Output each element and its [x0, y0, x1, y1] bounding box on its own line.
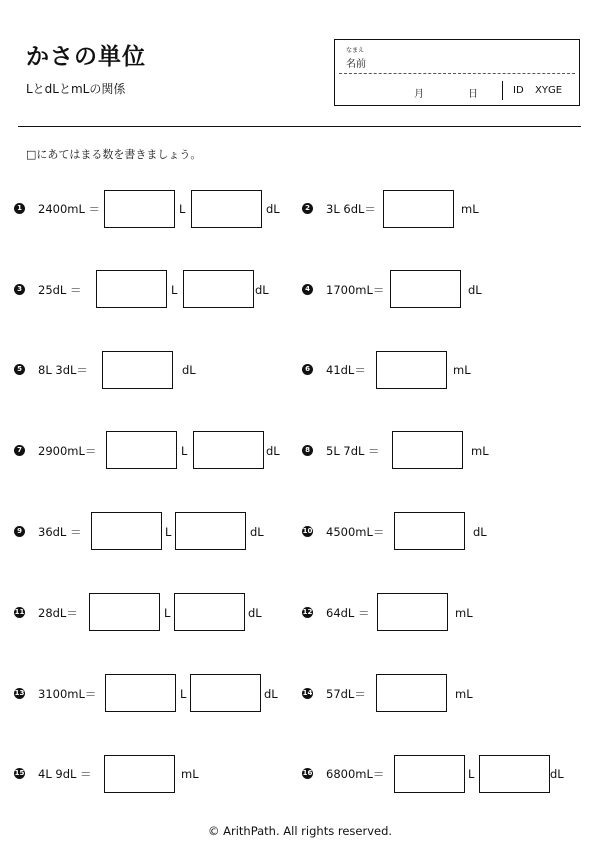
name-furigana: なまえ [346, 47, 365, 54]
problem-number: 1 [14, 203, 25, 214]
unit-label: dL [248, 606, 262, 620]
answer-box[interactable] [383, 190, 454, 228]
answer-box[interactable] [390, 270, 461, 308]
page-subtitle: LとdLとmLの関係 [26, 82, 126, 96]
answer-box[interactable] [91, 512, 162, 550]
problem-question: 25dL ＝ [38, 283, 82, 297]
name-box [334, 39, 580, 106]
name-label: 名前 [346, 59, 366, 70]
instruction: □にあてはまる数を書きましょう。 [26, 148, 202, 161]
unit-label: L [181, 444, 188, 458]
answer-box[interactable] [183, 270, 254, 308]
unit-label: mL [455, 606, 473, 620]
problem-question: 8L 3dL＝ [38, 363, 88, 377]
unit-label: L [164, 606, 171, 620]
answer-box[interactable] [394, 755, 465, 793]
answer-box[interactable] [392, 431, 463, 469]
problem-number: 13 [14, 689, 25, 697]
unit-label: L [171, 283, 178, 297]
answer-box[interactable] [193, 431, 264, 469]
answer-box[interactable] [376, 674, 447, 712]
answer-box[interactable] [175, 512, 246, 550]
unit-label: dL [266, 202, 280, 216]
problem-question: 41dL＝ [326, 363, 366, 377]
problem-question: 6800mL＝ [326, 767, 385, 781]
problem-question: 4500mL＝ [326, 525, 385, 539]
problem-question: 4L 9dL ＝ [38, 767, 92, 781]
unit-label: dL [264, 687, 278, 701]
problem-number: 6 [302, 364, 313, 375]
problem-question: 28dL＝ [38, 606, 78, 620]
problem-number: 3 [14, 284, 25, 295]
answer-box[interactable] [105, 674, 176, 712]
unit-label: L [179, 202, 186, 216]
answer-box[interactable] [377, 593, 448, 631]
problem-question: 64dL ＝ [326, 606, 370, 620]
problem-number: 12 [302, 608, 313, 616]
answer-box[interactable] [191, 190, 262, 228]
answer-box[interactable] [96, 270, 167, 308]
id-separator [502, 81, 503, 100]
answer-box[interactable] [479, 755, 550, 793]
answer-box[interactable] [102, 351, 173, 389]
problem-number: 4 [302, 284, 313, 295]
problem-number: 2 [302, 203, 313, 214]
answer-box[interactable] [394, 512, 465, 550]
unit-label: mL [461, 202, 479, 216]
problem-question: 57dL＝ [326, 687, 366, 701]
problem-number: 11 [14, 608, 25, 616]
problem-number: 16 [302, 769, 313, 777]
problem-question: 5L 7dL ＝ [326, 444, 380, 458]
unit-label: L [165, 525, 172, 539]
problem-question: 1700mL＝ [326, 283, 385, 297]
unit-label: dL [250, 525, 264, 539]
answer-box[interactable] [174, 593, 245, 631]
problem-number: 5 [14, 364, 25, 375]
answer-box[interactable] [106, 431, 177, 469]
unit-label: mL [181, 767, 199, 781]
problem-number: 15 [14, 769, 25, 777]
unit-label: mL [453, 363, 471, 377]
problem-number: 10 [302, 527, 313, 535]
unit-label: L [468, 767, 475, 781]
unit-label: mL [471, 444, 489, 458]
id-label: ID [513, 85, 524, 96]
answer-box[interactable] [104, 755, 175, 793]
unit-label: dL [255, 283, 269, 297]
answer-box[interactable] [376, 351, 447, 389]
problem-question: 3100mL＝ [38, 687, 97, 701]
answer-box[interactable] [190, 674, 261, 712]
answer-box[interactable] [89, 593, 160, 631]
unit-label: dL [550, 767, 564, 781]
header-rule [18, 126, 581, 127]
problem-question: 3L 6dL＝ [326, 202, 376, 216]
unit-label: mL [455, 687, 473, 701]
unit-label: dL [473, 525, 487, 539]
problem-number: 14 [302, 689, 313, 697]
month-label: 月 [414, 89, 424, 100]
page-title: かさの単位 [26, 44, 146, 70]
id-value: XYGE [535, 85, 563, 96]
problem-number: 8 [302, 445, 313, 456]
problem-question: 36dL ＝ [38, 525, 82, 539]
day-label: 日 [468, 89, 478, 100]
copyright-footer: © ArithPath. All rights reserved. [207, 824, 393, 838]
problem-number: 9 [14, 526, 25, 537]
unit-label: dL [182, 363, 196, 377]
unit-label: L [180, 687, 187, 701]
name-divider [339, 73, 575, 74]
problem-number: 7 [14, 445, 25, 456]
problem-question: 2400mL ＝ [38, 202, 101, 216]
problem-question: 2900mL＝ [38, 444, 97, 458]
unit-label: dL [266, 444, 280, 458]
answer-box[interactable] [104, 190, 175, 228]
unit-label: dL [468, 283, 482, 297]
